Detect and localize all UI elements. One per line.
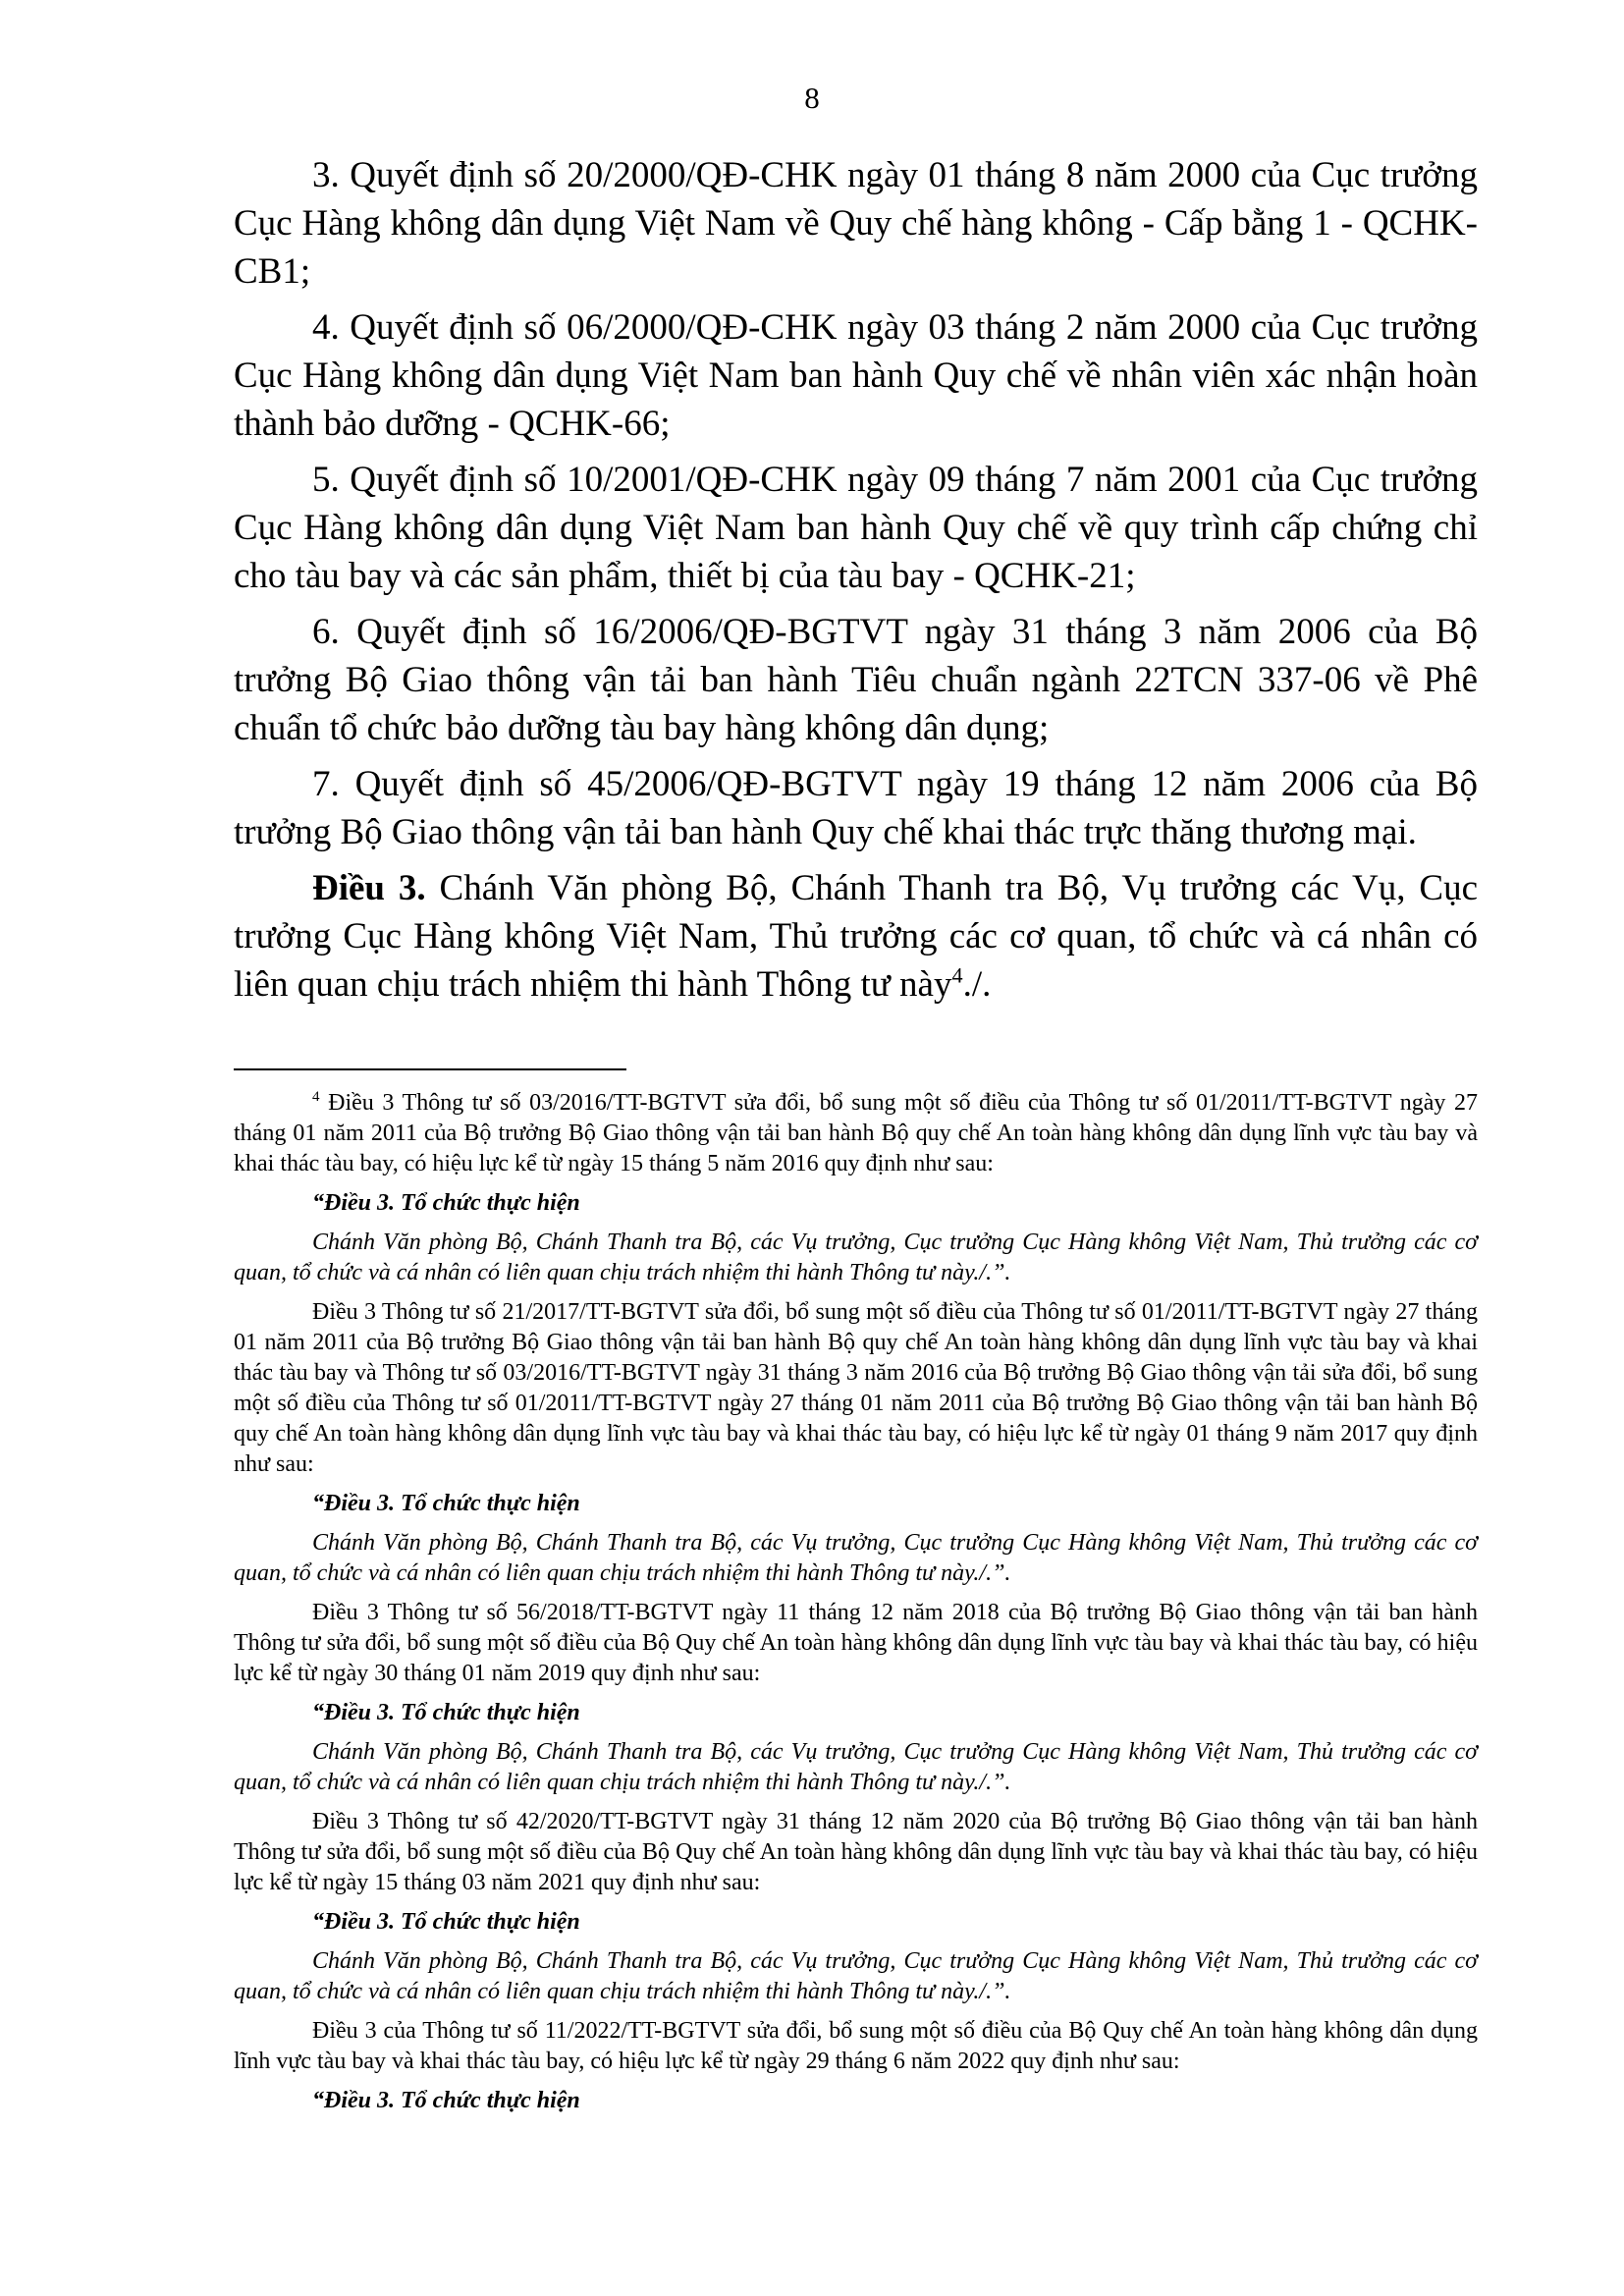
- footnote-quote-heading: “Điều 3. Tổ chức thực hiện: [312, 1909, 580, 1935]
- list-item-7: 7. Quyết định số 45/2006/QĐ-BGTVT ngày 19 tháng 12 năm 2006 của Bộ trưởng Bộ Giao thông vận tải ban hành Quy chế khai thác trực thăng thương mại.: [234, 764, 1478, 852]
- footnotes: [234, 1088, 1478, 2125]
- article-3-tail: ./.: [962, 964, 992, 1005]
- footnote-quote-heading: “Điều 3. Tổ chức thực hiện: [312, 1700, 580, 1725]
- list-item-6: 6. Quyết định số 16/2006/QĐ-BGTVT ngày 31 tháng 3 năm 2006 của Bộ trưởng Bộ Giao thông vận tải ban hành Tiêu chuẩn ngành 22TCN 337-06 về Phê chuẩn tổ chức bảo dưỡng tàu bay hàng không dân dụng;: [234, 612, 1478, 748]
- footnote-quote-heading: “Điều 3. Tổ chức thực hiện: [312, 1190, 580, 1216]
- footnote-quote-text: Chánh Văn phòng Bộ, Chánh Thanh tra Bộ, các Vụ trưởng, Cục trưởng Cục Hàng không Việt Nam, Thủ trưởng các cơ quan, tổ chức và cá nhân có liên quan chịu trách nhiệm thi hành Thông tư này./.”.: [234, 1230, 1478, 1285]
- footnote-separator: [234, 1068, 626, 1070]
- footnote-paragraph: [234, 1088, 1478, 1179]
- article-3-paragraph: [234, 864, 1478, 1009]
- footnote-quote-text: Chánh Văn phòng Bộ, Chánh Thanh tra Bộ, các Vụ trưởng, Cục trưởng Cục Hàng không Việt Nam, Thủ trưởng các cơ quan, tổ chức và cá nhân có liên quan chịu trách nhiệm thi hành Thông tư này./.”.: [234, 1948, 1478, 2004]
- footnote-quote-text: Chánh Văn phòng Bộ, Chánh Thanh tra Bộ, các Vụ trưởng, Cục trưởng Cục Hàng không Việt Nam, Thủ trưởng các cơ quan, tổ chức và cá nhân có liên quan chịu trách nhiệm thi hành Thông tư này./.”.: [234, 1530, 1478, 1586]
- footnote-paragraph: Điều 3 của Thông tư số 11/2022/TT-BGTVT sửa đổi, bổ sung một số điều của Bộ Quy chế An toàn hàng không dân dụng lĩnh vực tàu bay và khai thác tàu bay, có hiệu lực kể từ ngày 29 tháng 6 năm 2022 quy định như sau:: [234, 2018, 1478, 2074]
- list-item-3: 3. Quyết định số 20/2000/QĐ-CHK ngày 01 tháng 8 năm 2000 của Cục trưởng Cục Hàng không dân dụng Việt Nam về Quy chế hàng không - Cấp bằng 1 - QCHK-CB1;: [234, 155, 1478, 292]
- page-number: 8: [804, 81, 820, 115]
- footnote-reference[interactable]: 4: [951, 962, 963, 988]
- footnote-paragraph: Điều 3 Thông tư số 42/2020/TT-BGTVT ngày 31 tháng 12 năm 2020 của Bộ trưởng Bộ Giao thông vận tải ban hành Thông tư sửa đổi, bổ sung một số điều của Bộ Quy chế An toàn hàng không dân dụng lĩnh vực tàu bay và khai thác tàu bay, có hiệu lực kể từ ngày 15 tháng 03 năm 2021 quy định như sau:: [234, 1809, 1478, 1895]
- footnote-marker: 4: [312, 1089, 320, 1105]
- article-3-heading: Điều 3.: [312, 868, 426, 908]
- list-item-5: 5. Quyết định số 10/2001/QĐ-CHK ngày 09 tháng 7 năm 2001 của Cục trưởng Cục Hàng không dân dụng Việt Nam ban hành Quy chế về quy trình cấp chứng chỉ cho tàu bay và các sản phẩm, thiết bị của tàu bay - QCHK-21;: [234, 460, 1478, 596]
- footnote-paragraph: Điều 3 Thông tư số 56/2018/TT-BGTVT ngày 11 tháng 12 năm 2018 của Bộ trưởng Bộ Giao thông vận tải ban hành Thông tư sửa đổi, bổ sung một số điều của Bộ Quy chế An toàn hàng không dân dụng lĩnh vực tàu bay và khai thác tàu bay, có hiệu lực kể từ ngày 30 tháng 01 năm 2019 quy định như sau:: [234, 1600, 1478, 1686]
- article-3-text: Chánh Văn phòng Bộ, Chánh Thanh tra Bộ, Vụ trưởng các Vụ, Cục trưởng Cục Hàng không Việt Nam, Thủ trưởng các cơ quan, tổ chức và cá nhân có liên quan chịu trách nhiệm thi hành Thông tư này: [234, 868, 1479, 1005]
- main-text: [234, 151, 1478, 1016]
- list-item-4: 4. Quyết định số 06/2000/QĐ-CHK ngày 03 tháng 2 năm 2000 của Cục trưởng Cục Hàng không dân dụng Việt Nam ban hành Quy chế về nhân viên xác nhận hoàn thành bảo dưỡng - QCHK-66;: [234, 307, 1478, 444]
- footnote-paragraph: Điều 3 Thông tư số 21/2017/TT-BGTVT sửa đổi, bổ sung một số điều của Thông tư số 01/2011/TT-BGTVT ngày 27 tháng 01 năm 2011 của Bộ trưởng Bộ Giao thông vận tải ban hành Bộ quy chế An toàn hàng không dân dụng lĩnh vực tàu bay và khai thác tàu bay và Thông tư số 03/2016/TT-BGTVT ngày 31 tháng 3 năm 2016 của Bộ trưởng Bộ Giao thông vận tải sửa đổi, bổ sung một số điều của Thông tư số 01/2011/TT-BGTVT ngày 27 tháng 01 năm 2011 của Bộ trưởng Bộ Giao thông vận tải ban hành Bộ quy chế An toàn hàng không dân dụng lĩnh vực tàu bay và khai thác tàu bay, có hiệu lực kể từ ngày 01 tháng 9 năm 2017 quy định như sau:: [234, 1299, 1478, 1477]
- footnote-text: Điều 3 Thông tư số 03/2016/TT-BGTVT sửa đổi, bổ sung một số điều của Thông tư số 01/2011/TT-BGTVT ngày 27 tháng 01 năm 2011 của Bộ trưởng Bộ Giao thông vận tải ban hành Bộ quy chế An toàn hàng không dân dụng lĩnh vực tàu bay và khai thác tàu bay, có hiệu lực kể từ ngày 15 tháng 5 năm 2016 quy định như sau:: [234, 1090, 1479, 1176]
- footnote-quote-text: Chánh Văn phòng Bộ, Chánh Thanh tra Bộ, các Vụ trưởng, Cục trưởng Cục Hàng không Việt Nam, Thủ trưởng các cơ quan, tổ chức và cá nhân có liên quan chịu trách nhiệm thi hành Thông tư này./.”.: [234, 1739, 1478, 1795]
- footnote-quote-heading: “Điều 3. Tổ chức thực hiện: [312, 1491, 580, 1516]
- footnote-quote-heading: “Điều 3. Tổ chức thực hiện: [312, 2088, 580, 2113]
